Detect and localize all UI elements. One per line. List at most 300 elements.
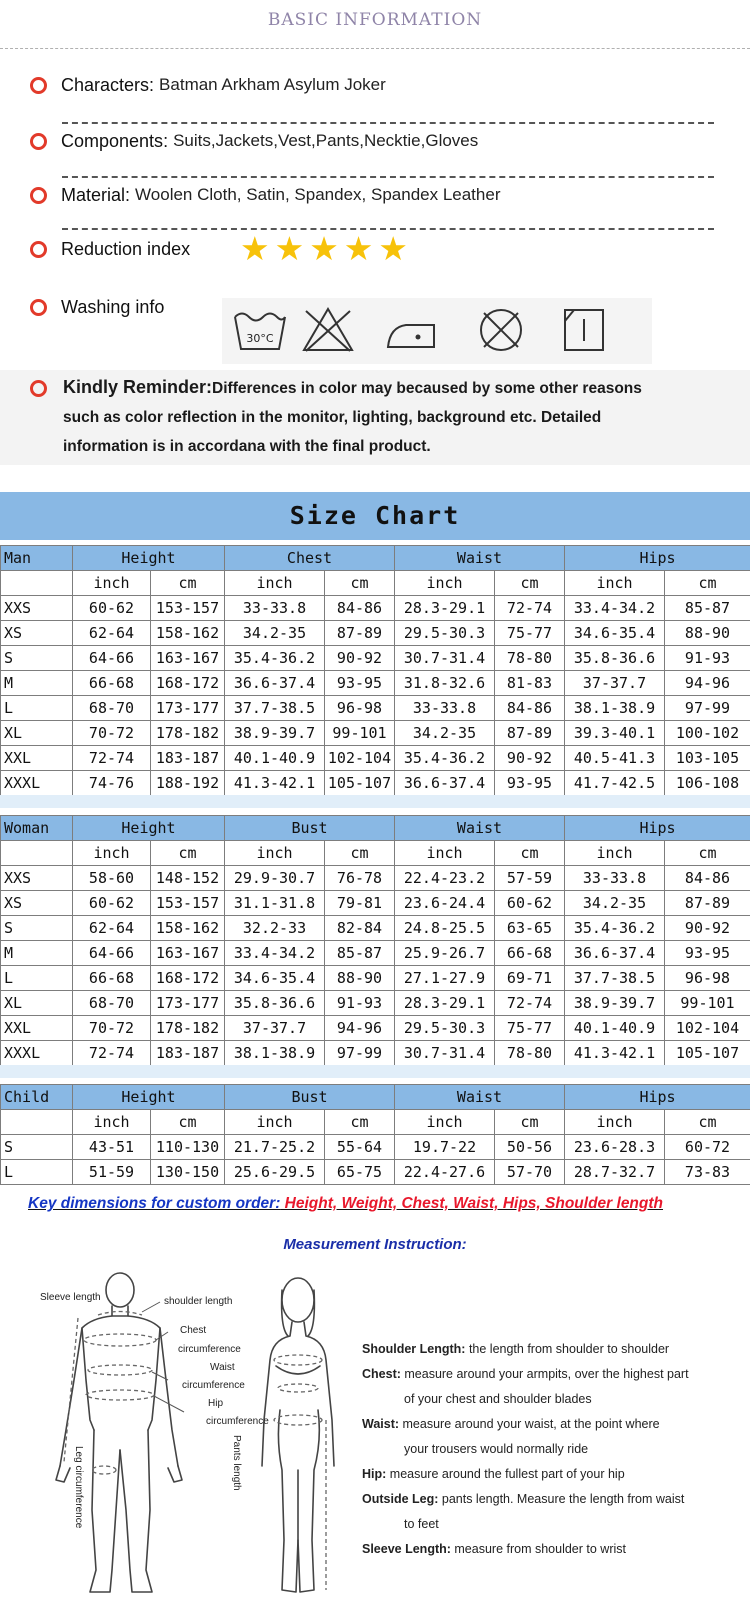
value-cell: 33-33.8	[225, 596, 325, 621]
table-row	[1, 866, 750, 891]
header-cell: Height	[73, 1085, 225, 1110]
definition-term: Shoulder Length:	[362, 1342, 466, 1356]
measurement-definitions	[362, 1337, 742, 1562]
value-cell: 66-68	[73, 671, 151, 696]
reminder-line-1: Differences in color may becaused by some other reasons	[212, 380, 642, 397]
size-cell: M	[1, 671, 73, 696]
value-cell: 91-93	[665, 646, 750, 671]
value-cell: 38.1-38.9	[225, 1041, 325, 1066]
key-dimensions-value: Height, Weight, Chest, Waist, Hips, Shoulder length	[280, 1195, 664, 1212]
table-row	[1, 891, 750, 916]
value-cell: 84-86	[325, 596, 395, 621]
value-cell: 60-72	[665, 1135, 750, 1160]
value-cell: 23.6-28.3	[565, 1135, 665, 1160]
unit-cell: cm	[665, 571, 750, 596]
value-cell: 66-68	[495, 941, 565, 966]
value-cell: 102-104	[325, 746, 395, 771]
definition-text: the length from shoulder to shoulder	[465, 1342, 670, 1356]
unit-cell: inch	[565, 1110, 665, 1135]
value-cell: 28.3-29.1	[395, 991, 495, 1016]
value-cell: 34.6-35.4	[225, 966, 325, 991]
value-cell: 36.6-37.4	[565, 941, 665, 966]
reminder-line-3: information is in accordana with the final product.	[63, 438, 431, 455]
value-cell: 43-51	[73, 1135, 151, 1160]
chest-circumference-label: circumference	[178, 1344, 241, 1355]
value-cell: 64-66	[73, 941, 151, 966]
bullet-ring-icon	[30, 187, 47, 204]
size-cell: XXS	[1, 866, 73, 891]
unit-cell: cm	[665, 841, 750, 866]
blank-cell	[1, 1110, 73, 1135]
value-cell: 87-89	[495, 721, 565, 746]
value-cell: 103-105	[665, 746, 750, 771]
value-cell: 31.8-32.6	[395, 671, 495, 696]
table-row	[1, 746, 750, 771]
reminder-label: Kindly Reminder:	[63, 377, 213, 397]
table-row	[1, 1135, 750, 1160]
header-divider	[0, 48, 750, 49]
value-cell: 87-89	[325, 621, 395, 646]
washing-label: Washing info	[61, 296, 165, 317]
characters-value: Batman Arkham Asylum Joker	[159, 75, 386, 94]
value-cell: 78-80	[495, 646, 565, 671]
key-dimensions-label: Key dimensions for custom order:	[28, 1195, 281, 1212]
unit-cell: cm	[151, 571, 225, 596]
table-row	[1, 1016, 750, 1041]
definition-item	[362, 1412, 742, 1437]
value-cell: 78-80	[495, 1041, 565, 1066]
value-cell: 35.4-36.2	[225, 646, 325, 671]
measurement-figures	[0, 1270, 360, 1610]
value-cell: 93-95	[495, 771, 565, 796]
value-cell: 91-93	[325, 991, 395, 1016]
value-cell: 55-64	[325, 1135, 395, 1160]
header-cell: Hips	[565, 816, 750, 841]
value-cell: 35.4-36.2	[565, 916, 665, 941]
value-cell: 60-62	[495, 891, 565, 916]
table-row	[1, 916, 750, 941]
size-cell: XL	[1, 721, 73, 746]
definition-item	[362, 1362, 742, 1387]
value-cell: 96-98	[665, 966, 750, 991]
unit-cell: cm	[665, 1110, 750, 1135]
value-cell: 60-62	[73, 891, 151, 916]
header-cell: Child	[1, 1085, 73, 1110]
value-cell: 99-101	[665, 991, 750, 1016]
unit-cell: inch	[395, 1110, 495, 1135]
size-cell: XS	[1, 621, 73, 646]
components-label: Components	[61, 130, 164, 151]
bullet-ring-icon	[30, 241, 47, 258]
size-cell: XXS	[1, 596, 73, 621]
bullet-ring-icon	[30, 380, 47, 397]
table-header-row	[1, 1085, 750, 1110]
value-cell: 57-59	[495, 866, 565, 891]
value-cell: 70-72	[73, 721, 151, 746]
waist-label: Waist	[210, 1362, 235, 1373]
size-chart-title: Size Chart	[0, 492, 750, 540]
value-cell: 29.9-30.7	[225, 866, 325, 891]
value-cell: 148-152	[151, 866, 225, 891]
characters-label: Characters	[61, 74, 150, 95]
unit-cell: cm	[151, 1110, 225, 1135]
value-cell: 35.8-36.6	[565, 646, 665, 671]
value-cell: 33.4-34.2	[225, 941, 325, 966]
washtub-30c-icon	[232, 305, 288, 355]
value-cell: 90-92	[665, 916, 750, 941]
unit-cell: cm	[495, 1110, 565, 1135]
value-cell: 173-177	[151, 991, 225, 1016]
body-outline-illustration	[0, 1270, 360, 1610]
info-washing	[30, 292, 164, 322]
reminder-line-2: such as color reflection in the monitor, lighting, background etc. Detailed	[63, 409, 602, 426]
value-cell: 28.3-29.1	[395, 596, 495, 621]
measurement-title: Measurement Instruction:	[283, 1236, 467, 1253]
definition-text: measure from shoulder to wrist	[450, 1542, 626, 1556]
value-cell: 38.9-39.7	[565, 991, 665, 1016]
header-cell: Height	[73, 546, 225, 571]
value-cell: 64-66	[73, 646, 151, 671]
definition-continuation: to feet	[404, 1517, 439, 1531]
table-row	[1, 1041, 750, 1066]
value-cell: 65-75	[325, 1160, 395, 1185]
info-components: Components : Suits,Jackets,Vest,Pants,Necktie,Gloves	[30, 126, 478, 156]
header-cell: Chest	[225, 546, 395, 571]
value-cell: 57-70	[495, 1160, 565, 1185]
value-cell: 90-92	[495, 746, 565, 771]
value-cell: 34.6-35.4	[565, 621, 665, 646]
definition-term: Sleeve Length:	[362, 1542, 451, 1556]
value-cell: 40.1-40.9	[225, 746, 325, 771]
value-cell: 68-70	[73, 991, 151, 1016]
size-cell: XXXL	[1, 771, 73, 796]
table-row	[1, 1160, 750, 1185]
washing-icons	[222, 298, 652, 364]
unit-cell: inch	[565, 841, 665, 866]
header-cell: Man	[1, 546, 73, 571]
unit-cell: inch	[565, 571, 665, 596]
value-cell: 36.6-37.4	[395, 771, 495, 796]
value-cell: 75-77	[495, 1016, 565, 1041]
size-cell: S	[1, 1135, 73, 1160]
value-cell: 68-70	[73, 696, 151, 721]
table-row	[1, 596, 750, 621]
value-cell: 29.5-30.3	[395, 1016, 495, 1041]
table-row	[1, 721, 750, 746]
value-cell: 88-90	[665, 621, 750, 646]
value-cell: 178-182	[151, 1016, 225, 1041]
header-cell: Height	[73, 816, 225, 841]
value-cell: 94-96	[665, 671, 750, 696]
unit-cell: inch	[395, 571, 495, 596]
value-cell: 69-71	[495, 966, 565, 991]
value-cell: 96-98	[325, 696, 395, 721]
value-cell: 79-81	[325, 891, 395, 916]
value-cell: 178-182	[151, 721, 225, 746]
unit-cell: cm	[325, 1110, 395, 1135]
size-cell: XL	[1, 991, 73, 1016]
value-cell: 94-96	[325, 1016, 395, 1041]
value-cell: 62-64	[73, 916, 151, 941]
value-cell: 106-108	[665, 771, 750, 796]
table-unit-row	[1, 1110, 750, 1135]
rating-stars	[240, 229, 413, 268]
material-value: Woolen Cloth, Satin, Spandex, Spandex Leather	[135, 185, 501, 204]
star-icon: ★	[343, 229, 374, 268]
table-row	[1, 991, 750, 1016]
value-cell: 183-187	[151, 746, 225, 771]
table-row	[1, 696, 750, 721]
value-cell: 21.7-25.2	[225, 1135, 325, 1160]
header-cell: Woman	[1, 816, 73, 841]
blank-cell	[1, 571, 73, 596]
unit-cell: inch	[73, 1110, 151, 1135]
definition-term: Hip:	[362, 1467, 387, 1481]
value-cell: 60-62	[73, 596, 151, 621]
dashed-divider	[62, 122, 714, 124]
star-icon: ★	[274, 229, 305, 268]
value-cell: 63-65	[495, 916, 565, 941]
size-cell: L	[1, 1160, 73, 1185]
unit-cell: cm	[495, 841, 565, 866]
info-characters: Characters : Batman Arkham Asylum Joker	[30, 70, 386, 100]
value-cell: 105-107	[665, 1041, 750, 1066]
value-cell: 28.7-32.7	[565, 1160, 665, 1185]
value-cell: 168-172	[151, 966, 225, 991]
value-cell: 87-89	[665, 891, 750, 916]
table-unit-row	[1, 571, 750, 596]
table-row	[1, 966, 750, 991]
value-cell: 35.4-36.2	[395, 746, 495, 771]
star-icon: ★	[309, 229, 339, 268]
definition-text: measure around your armpits, over the highest part	[400, 1367, 689, 1381]
bullet-ring-icon	[30, 77, 47, 94]
table-header-row	[1, 816, 750, 841]
value-cell: 37-37.7	[225, 1016, 325, 1041]
value-cell: 50-56	[495, 1135, 565, 1160]
value-cell: 84-86	[495, 696, 565, 721]
value-cell: 34.2-35	[395, 721, 495, 746]
unit-cell: inch	[225, 1110, 325, 1135]
value-cell: 81-83	[495, 671, 565, 696]
section-title: BASIC INFORMATION	[267, 10, 483, 30]
value-cell: 51-59	[73, 1160, 151, 1185]
value-cell: 105-107	[325, 771, 395, 796]
svg-text:30°C: 30°C	[246, 332, 274, 345]
value-cell: 32.2-33	[225, 916, 325, 941]
value-cell: 82-84	[325, 916, 395, 941]
unit-cell: inch	[225, 571, 325, 596]
value-cell: 85-87	[665, 596, 750, 621]
unit-cell: inch	[73, 841, 151, 866]
value-cell: 35.8-36.6	[225, 991, 325, 1016]
value-cell: 163-167	[151, 941, 225, 966]
table-row	[1, 621, 750, 646]
value-cell: 97-99	[325, 1041, 395, 1066]
bullet-ring-icon	[30, 133, 47, 150]
value-cell: 25.9-26.7	[395, 941, 495, 966]
value-cell: 153-157	[151, 596, 225, 621]
definition-text: measure around the fullest part of your hip	[386, 1467, 625, 1481]
chest-label: Chest	[180, 1325, 207, 1336]
value-cell: 73-83	[665, 1160, 750, 1185]
value-cell: 30.7-31.4	[395, 646, 495, 671]
value-cell: 163-167	[151, 646, 225, 671]
reduction-label: Reduction index	[61, 238, 191, 259]
value-cell: 19.7-22	[395, 1135, 495, 1160]
value-cell: 66-68	[73, 966, 151, 991]
value-cell: 37-37.7	[565, 671, 665, 696]
value-cell: 22.4-27.6	[395, 1160, 495, 1185]
value-cell: 93-95	[665, 941, 750, 966]
header-cell: Waist	[395, 1085, 565, 1110]
unit-cell: inch	[73, 571, 151, 596]
value-cell: 36.6-37.4	[225, 671, 325, 696]
unit-cell: cm	[495, 571, 565, 596]
value-cell: 38.1-38.9	[565, 696, 665, 721]
value-cell: 158-162	[151, 916, 225, 941]
table-gap	[0, 795, 750, 808]
unit-cell: cm	[325, 841, 395, 866]
value-cell: 183-187	[151, 1041, 225, 1066]
header-cell: Hips	[565, 546, 750, 571]
iron-icon	[382, 305, 442, 355]
value-cell: 93-95	[325, 671, 395, 696]
size-table-child	[0, 1084, 750, 1185]
value-cell: 41.3-42.1	[565, 1041, 665, 1066]
value-cell: 72-74	[73, 746, 151, 771]
header-cell: Bust	[225, 816, 395, 841]
key-dimensions	[28, 1195, 750, 1213]
value-cell: 33-33.8	[395, 696, 495, 721]
size-cell: XXXL	[1, 1041, 73, 1066]
value-cell: 40.5-41.3	[565, 746, 665, 771]
value-cell: 99-101	[325, 721, 395, 746]
waist-circumference-label: circumference	[182, 1380, 245, 1391]
value-cell: 72-74	[495, 991, 565, 1016]
header-cell: Waist	[395, 546, 565, 571]
components-value: Suits,Jackets,Vest,Pants,Necktie,Gloves	[173, 131, 479, 150]
value-cell: 130-150	[151, 1160, 225, 1185]
value-cell: 31.1-31.8	[225, 891, 325, 916]
value-cell: 90-92	[325, 646, 395, 671]
value-cell: 33-33.8	[565, 866, 665, 891]
value-cell: 41.7-42.5	[565, 771, 665, 796]
size-cell: XXL	[1, 746, 73, 771]
table-row	[1, 671, 750, 696]
line-dry-icon	[562, 305, 606, 355]
info-reduction	[30, 234, 190, 264]
star-icon: ★	[378, 229, 408, 268]
no-tumble-dry-icon	[474, 305, 528, 359]
table-row	[1, 646, 750, 671]
value-cell: 188-192	[151, 771, 225, 796]
value-cell: 33.4-34.2	[565, 596, 665, 621]
value-cell: 88-90	[325, 966, 395, 991]
definition-continuation: of your chest and shoulder blades	[404, 1392, 592, 1406]
table-unit-row	[1, 841, 750, 866]
value-cell: 74-76	[73, 771, 151, 796]
info-material: Material : Woolen Cloth, Satin, Spandex, Spandex Leather	[30, 180, 500, 210]
hip-circumference-label: circumference	[206, 1416, 269, 1427]
value-cell: 70-72	[73, 1016, 151, 1041]
unit-cell: inch	[225, 841, 325, 866]
table-header-row	[1, 546, 750, 571]
value-cell: 58-60	[73, 866, 151, 891]
size-cell: S	[1, 646, 73, 671]
blank-cell	[1, 841, 73, 866]
header-cell: Bust	[225, 1085, 395, 1110]
value-cell: 76-78	[325, 866, 395, 891]
value-cell: 72-74	[495, 596, 565, 621]
sleeve-length-label: Sleeve length	[40, 1292, 101, 1303]
unit-cell: cm	[325, 571, 395, 596]
material-label: Material	[61, 184, 126, 205]
value-cell: 34.2-35	[225, 621, 325, 646]
definition-item	[362, 1462, 742, 1487]
size-table-woman	[0, 815, 750, 1066]
table-row	[1, 941, 750, 966]
table-gap	[0, 1065, 750, 1078]
leg-circumference-label: Leg circumference	[73, 1446, 84, 1529]
value-cell: 41.3-42.1	[225, 771, 325, 796]
star-icon: ★	[240, 229, 270, 268]
definition-item	[362, 1537, 742, 1562]
table-row	[1, 771, 750, 796]
pants-length-label: Pants length	[231, 1435, 242, 1491]
unit-cell: cm	[151, 841, 225, 866]
value-cell: 23.6-24.4	[395, 891, 495, 916]
value-cell: 30.7-31.4	[395, 1041, 495, 1066]
size-cell: L	[1, 966, 73, 991]
value-cell: 25.6-29.5	[225, 1160, 325, 1185]
unit-cell: inch	[395, 841, 495, 866]
value-cell: 62-64	[73, 621, 151, 646]
value-cell: 85-87	[325, 941, 395, 966]
definition-item	[362, 1337, 742, 1362]
size-table-man	[0, 545, 750, 796]
value-cell: 72-74	[73, 1041, 151, 1066]
value-cell: 168-172	[151, 671, 225, 696]
value-cell: 153-157	[151, 891, 225, 916]
value-cell: 22.4-23.2	[395, 866, 495, 891]
size-cell: S	[1, 916, 73, 941]
bullet-ring-icon	[30, 299, 47, 316]
value-cell: 24.8-25.5	[395, 916, 495, 941]
value-cell: 37.7-38.5	[565, 966, 665, 991]
value-cell: 110-130	[151, 1135, 225, 1160]
definition-item	[362, 1487, 742, 1512]
value-cell: 173-177	[151, 696, 225, 721]
value-cell: 158-162	[151, 621, 225, 646]
hip-label: Hip	[208, 1398, 224, 1409]
no-bleach-icon	[300, 305, 356, 355]
value-cell: 37.7-38.5	[225, 696, 325, 721]
header-cell: Waist	[395, 816, 565, 841]
value-cell: 39.3-40.1	[565, 721, 665, 746]
size-cell: M	[1, 941, 73, 966]
value-cell: 40.1-40.9	[565, 1016, 665, 1041]
definition-text: measure around your waist, at the point where	[399, 1417, 660, 1431]
size-cell: XXL	[1, 1016, 73, 1041]
kindly-reminder	[0, 370, 750, 465]
definition-text: pants length. Measure the length from waist	[438, 1492, 685, 1506]
value-cell: 97-99	[665, 696, 750, 721]
value-cell: 102-104	[665, 1016, 750, 1041]
value-cell: 34.2-35	[565, 891, 665, 916]
value-cell: 75-77	[495, 621, 565, 646]
definition-term: Outside Leg:	[362, 1492, 439, 1506]
